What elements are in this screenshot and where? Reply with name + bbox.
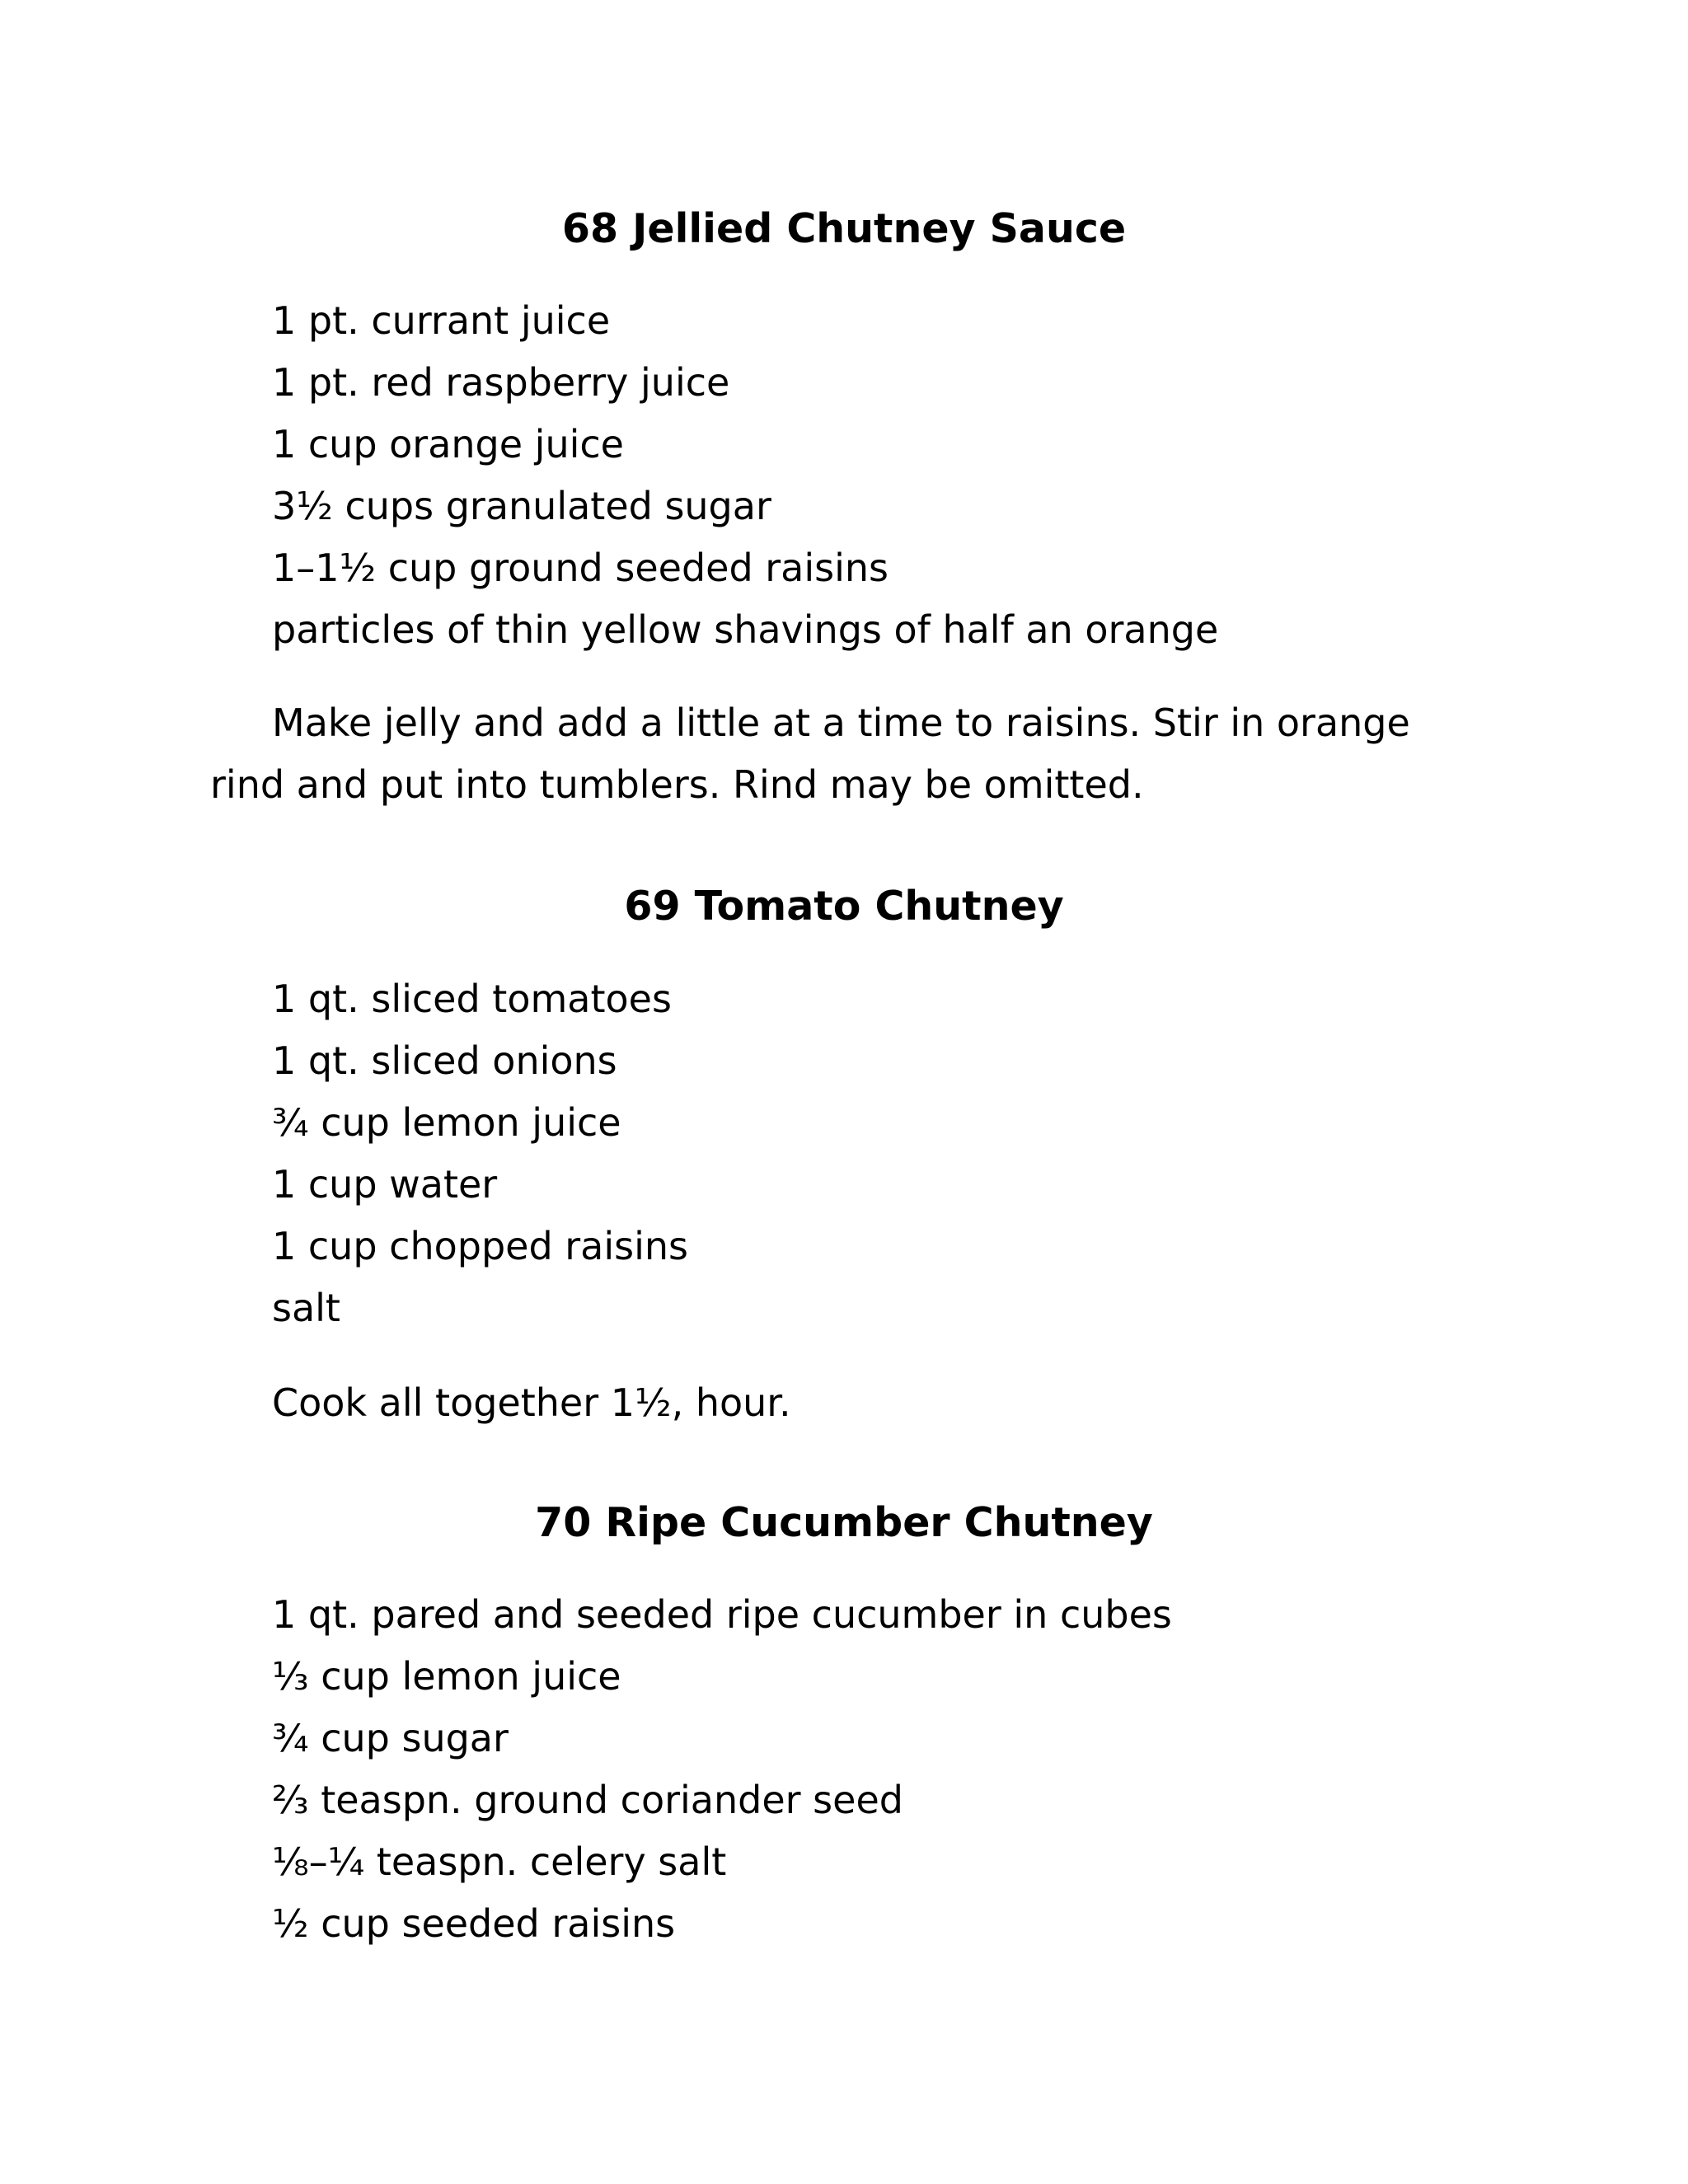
recipe-instructions: Make jelly and add a little at a time to raisins. Stir in orange rind and put into tumblers. Rind may be omitted. — [210, 701, 1410, 807]
ingredient-item: 3½ cups granulated sugar — [272, 484, 771, 528]
ingredient-item: 1 qt. sliced onions — [272, 1038, 617, 1083]
ingredient-item: 1 pt. red raspberry juice — [272, 360, 730, 405]
ingredient-item: 1 qt. pared and seeded ripe cucumber in cubes — [272, 1592, 1172, 1637]
ingredient-item: 1 pt. currant juice — [272, 298, 611, 343]
recipe-title: 69 Tomato Chutney — [624, 883, 1064, 930]
ingredient-item: ½ cup seeded raisins — [272, 1901, 676, 1946]
recipe-title: 68 Jellied Chutney Sauce — [561, 205, 1127, 252]
ingredient-item: 1 qt. sliced tomatoes — [272, 977, 672, 1021]
recipe-instructions: Cook all together 1½, hour. — [272, 1380, 791, 1425]
ingredient-item: 1–1½ cup ground seeded raisins — [272, 546, 889, 590]
ingredient-item: salt — [272, 1286, 340, 1330]
recipe-title: 70 Ripe Cucumber Chutney — [535, 1499, 1153, 1546]
ingredient-item: 1 cup chopped raisins — [272, 1224, 689, 1268]
ingredient-list — [272, 968, 688, 1339]
ingredient-item: ⅓ cup lemon juice — [272, 1654, 621, 1699]
ingredient-item: ⅛–¼ teaspn. celery salt — [272, 1840, 727, 1884]
ingredient-item: ¾ cup sugar — [272, 1716, 509, 1760]
ingredient-list — [272, 1584, 1172, 1955]
ingredient-item: particles of thin yellow shavings of half an orange — [272, 607, 1219, 652]
ingredient-item: ⅔ teaspn. ground coriander seed — [272, 1778, 903, 1822]
ingredient-item: ¾ cup lemon juice — [272, 1100, 621, 1145]
ingredient-list — [272, 290, 1218, 661]
ingredient-item: 1 cup water — [272, 1162, 498, 1207]
ingredient-item: 1 cup orange juice — [272, 422, 624, 466]
